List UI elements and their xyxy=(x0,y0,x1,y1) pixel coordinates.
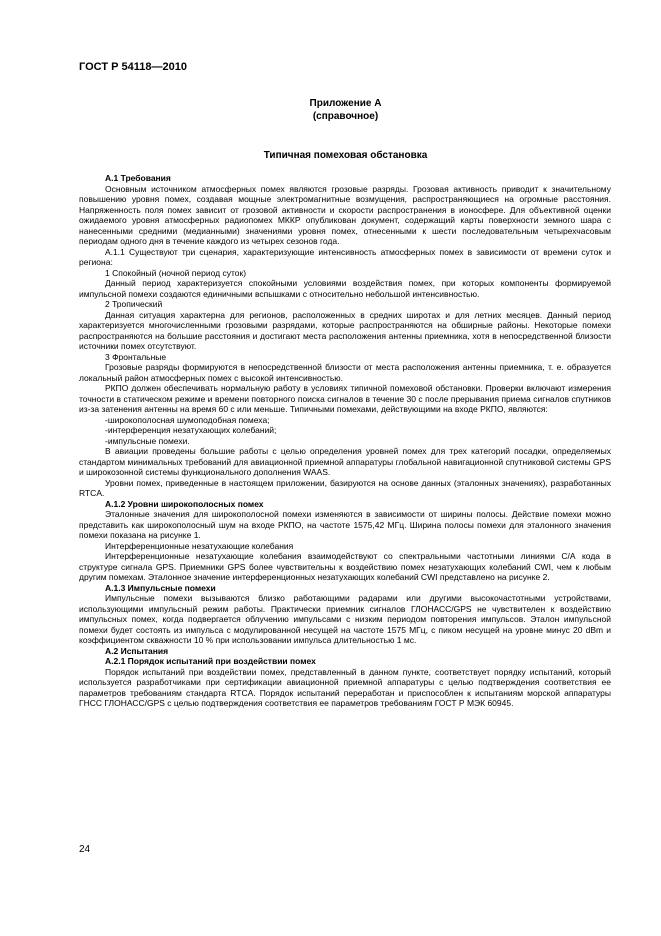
annex-heading xyxy=(0,97,661,123)
annex-subtitle: (справочное) xyxy=(312,111,379,122)
section-heading: А.1 Требования xyxy=(105,173,171,183)
list-line: -широкополосная шумоподобная помеха; xyxy=(105,414,270,425)
annex-title: Приложение А xyxy=(309,98,382,109)
section-heading: А.1.2 Уровни широкополосных помех xyxy=(105,498,264,509)
paragraph: Основным источником атмосферных помех являются грозовые разряды. Грозовая активность приводит к значительному повышению уровня помех, создавая мощные электромагнитные возмущения, распространяющиеся на огромные расстояния. Напряженность поля помех зависит от грозовой активности и скорости распространения в ионосфере. Для объективной оценки ожидаемого уровня атмосферных радиопомех МККР опубликован документ, содержащий карты поверхности земного шара с нанесенными средними (медианными) значениями уровня помех, отнесенными к шести последовательным четырехчасовым периодам одного дня в течение каждого из четырех сезонов года. xyxy=(79,183,611,246)
paragraph: А.1.1 Существуют три сценария, характеризующие интенсивность атмосферных помех в зависимости от времени суток и региона: xyxy=(79,246,611,267)
paragraph: Уровни помех, приведенные в настоящем приложении, базируются на основе данных (эталонных значениях), разработанных RTCA. xyxy=(79,477,611,498)
paragraph: Импульсные помехи вызываются близко работающими радарами или другими высокочастотными устройствами, использующими импульсный режим работы. Практически приемник сигналов ГЛОНАСС/GPS не чувствителен к воздействию импульсных помех, когда подвергается облучению импульсами с низким периодом повторения импульсов. Эталон импульсной помехи будет состоять из импульса с модулированной несущей на частоте 1575 МГц, с пиком несущей на уровне минус 20 dBm и коэффициентом скважности 10 % при использовании импульса длительностью 1 мс. xyxy=(79,593,611,645)
page-number: 24 xyxy=(79,844,91,855)
paragraph: Эталонные значения для широкополосной помехи изменяются в зависимости от ширины полосы. Действие помехи можно представить как широкополосный шум на входе РКПО, на частоте 1575,42 МГц. Ширина полосы помехи для эталонного значения помехи показана на рисунке 1. xyxy=(79,509,611,540)
paragraph: Порядок испытаний при воздействии помех, представленный в данном пункте, соответствует порядку испытаний, который используется разработчиками при сертификации авиационной приемной аппаратуры с целью подтверждения соответствия ее параметров требованиям стандарта RTCA. Порядок испытаний переработан и приспособлен к испытаниям морской аппаратуры ГНСС ГЛОНАСС/GPS с целью подтверждения соответствия ее параметров требованиям ГОСТ Р МЭК 60945. xyxy=(79,666,611,708)
section-heading: А.1.3 Импульсные помехи xyxy=(105,582,216,593)
paragraph: Данный период характеризуется спокойными условиями воздействия помех, при которых компоненты формируемой импульсной помехи создаются единичными вспышками с относительно небольшой интенсивностью. xyxy=(79,278,611,299)
list-line: -импульсные помехи. xyxy=(105,435,190,446)
list-line: 1 Спокойный (ночной период суток) xyxy=(105,267,247,278)
list-line: -интерференция незатухающих колебаний; xyxy=(105,425,277,435)
standard-header: ГОСТ Р 54118—2010 xyxy=(79,61,187,73)
list-line: 3 Фронтальные xyxy=(105,351,167,362)
section-heading: А.2.1 Порядок испытаний при воздействии помех xyxy=(105,656,316,666)
paragraph: В авиации проведены большие работы с целью определения уровней помех для трех категорий посадки, определяемых стандартом минимальных требований для авиационной приемной аппаратуры глобальной навигационной спутниковой системы GPS и широкозонной системы функционального дополнения WAAS. xyxy=(79,446,611,477)
paragraph: Данная ситуация характерна для регионов, расположенных в средних широтах и для летних месяцев. Данный период характеризуется многочисленными грозовыми разрядами, которые распространяются на обширные районы. Некоторые помехи распространяются на большие расстояния и достигают места расположения антенны приемника, хотя в непосредственной близости источники помех отсутствуют. xyxy=(79,309,611,351)
paragraph: Грозовые разряды формируются в непосредственной близости от места расположения антенны приемника, т. е. образуется локальный район атмосферных помех с высокой интенсивностью. xyxy=(79,362,611,383)
list-line: 2 Тропический xyxy=(105,299,163,309)
paragraph: Интерференционные незатухающие колебания взаимодействуют со спектральными частотными линиями С/А кода в структуре сигнала GPS. Приемники GPS более чувствительны к воздействию помех незатухающих колебаний CWI, чем к любым другим помехам. Эталонное значение интерференционных незатухающих колебаний CWI представлено на рисунке 2. xyxy=(79,551,611,582)
section-title: Типичная помеховая обстановка xyxy=(263,150,428,161)
list-line: Интерференционные незатухающие колебания xyxy=(105,540,294,551)
paragraph: РКПО должен обеспечивать нормальную работу в условиях типичной помеховой обстановки. Проверки включают измерения точности в статическом режиме и времени повторного поиска сигналов в течение 30 с после прерывания приема сигналов спутников из-за затенения антенны на время 60 с или меньше. Типичными помехами, действующими на входе РКПО, являются: xyxy=(79,383,611,414)
body-text xyxy=(79,173,611,709)
section-heading: А.2 Испытания xyxy=(105,645,169,656)
